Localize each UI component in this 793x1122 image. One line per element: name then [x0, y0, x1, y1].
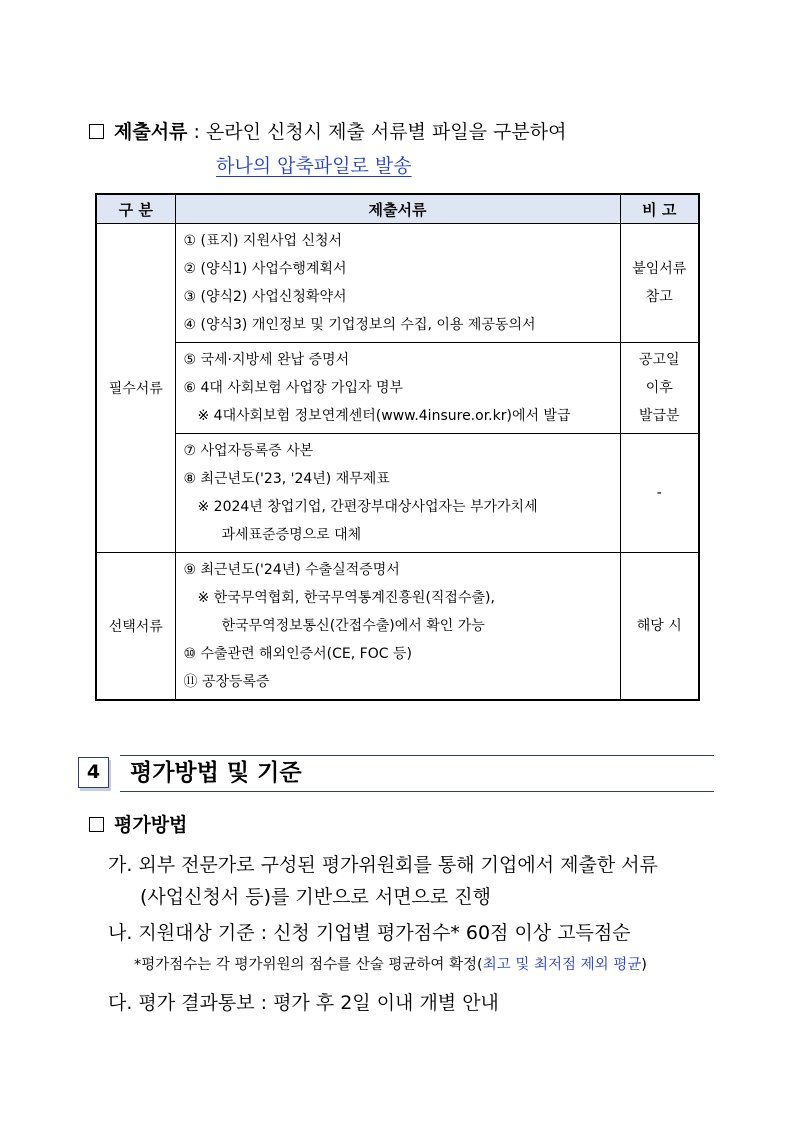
- note-line: 참고: [645, 289, 673, 305]
- list-item: ⑥ 4대 사회보험 사업장 가입자 명부: [183, 380, 404, 396]
- submission-heading: [89, 117, 566, 144]
- list-item: ⑩ 수출관련 해외인증서(CE, FOC 등): [183, 646, 412, 662]
- section-heading: [78, 755, 714, 792]
- note-cell: [620, 553, 699, 701]
- list-item: ④ (양식3) 개인정보 및 기업정보의 수집, 이용 제공동의서: [183, 317, 536, 333]
- evaluation-item-na: 나. 지원대상 기준 : 신청 기업별 평가점수* 60점 이상 고득점순: [108, 922, 631, 944]
- documents-cell: [175, 224, 620, 343]
- table-row: [96, 343, 699, 434]
- list-note-cont: 한국무역정보통신(간접수출)에서 확인 가능: [221, 618, 485, 634]
- header-category: 구 분: [96, 194, 175, 224]
- evaluation-item-da: 다. 평가 결과통보 : 평가 후 2일 이내 개별 안내: [108, 992, 499, 1014]
- note-line: -: [656, 485, 662, 501]
- documents-cell: [175, 434, 620, 553]
- score-note-suffix: ): [641, 957, 647, 973]
- evaluation-label: 평가방법: [114, 814, 188, 836]
- list-item: ⑨ 최근년도('24년) 수출실적증명서: [183, 562, 400, 578]
- note-cell: [620, 224, 699, 343]
- list-item: ③ (양식2) 사업신청확약서: [183, 289, 347, 305]
- list-item: ⑤ 국세·지방세 완납 증명서: [183, 352, 350, 368]
- category-optional: 선택서류: [96, 553, 175, 701]
- submission-text: : 온라인 신청시 제출 서류별 파일을 구분하여: [187, 121, 567, 143]
- documents-cell: [175, 553, 620, 701]
- list-item: ⑦ 사업자등록증 사본: [183, 443, 314, 459]
- note-line: 발급분: [638, 408, 680, 424]
- documents-cell: [175, 343, 620, 434]
- list-note-cont: 과세표준증명으로 대체: [221, 527, 362, 543]
- section-title: 평가방법 및 기준: [120, 755, 714, 792]
- category-required: 필수서류: [96, 224, 175, 553]
- submission-label: 제출서류: [114, 121, 188, 143]
- note-line: 이후: [645, 380, 673, 396]
- checkbox-square-icon: [89, 124, 104, 139]
- checkbox-square-icon: [89, 817, 104, 832]
- evaluation-item-ga: 가. 외부 전문가로 구성된 평가위원회를 통해 기업에서 제출한 서류: [108, 854, 658, 876]
- table-row: [96, 224, 699, 343]
- note-cell: [620, 343, 699, 434]
- evaluation-item-ga-cont: (사업신청서 등)를 기반으로 서면으로 진행: [140, 886, 492, 908]
- list-item: ⑪ 공장등록증: [183, 674, 270, 690]
- table-header-row: [96, 194, 699, 224]
- documents-table: [95, 193, 700, 701]
- evaluation-heading: [89, 810, 187, 837]
- note-cell: [620, 434, 699, 553]
- header-note: 비 고: [620, 194, 699, 224]
- note-line: 공고일: [638, 352, 680, 368]
- header-documents: 제출서류: [175, 194, 620, 224]
- list-note: ※ 4대사회보험 정보연계센터(www.4insure.or.kr)에서 발급: [197, 408, 571, 424]
- submission-underlined: 하나의 압축파일로 발송: [216, 155, 412, 177]
- list-note: ※ 2024년 창업기업, 간편장부대상사업자는 부가가치세: [197, 499, 538, 515]
- list-note: ※ 한국무역협회, 한국무역통계진흥원(직접수출),: [197, 590, 495, 606]
- list-item: ① (표지) 지원사업 신청서: [183, 233, 343, 249]
- list-item: ⑧ 최근년도('23, '24년) 재무제표: [183, 471, 390, 487]
- score-note-prefix: *평가점수는 각 평가위원의 점수를 산술 평균하여 확정(: [134, 957, 483, 973]
- section-number: 4: [78, 757, 109, 788]
- table-row: [96, 434, 699, 553]
- table-row: [96, 553, 699, 701]
- note-line: 해당 시: [636, 618, 682, 634]
- list-item: ② (양식1) 사업수행계획서: [183, 261, 347, 277]
- note-line: 붙임서류: [632, 261, 687, 277]
- score-note-highlight: 최고 및 최저점 제외 평균: [482, 957, 642, 973]
- submission-text-2: [216, 151, 412, 178]
- evaluation-score-note: [134, 953, 647, 974]
